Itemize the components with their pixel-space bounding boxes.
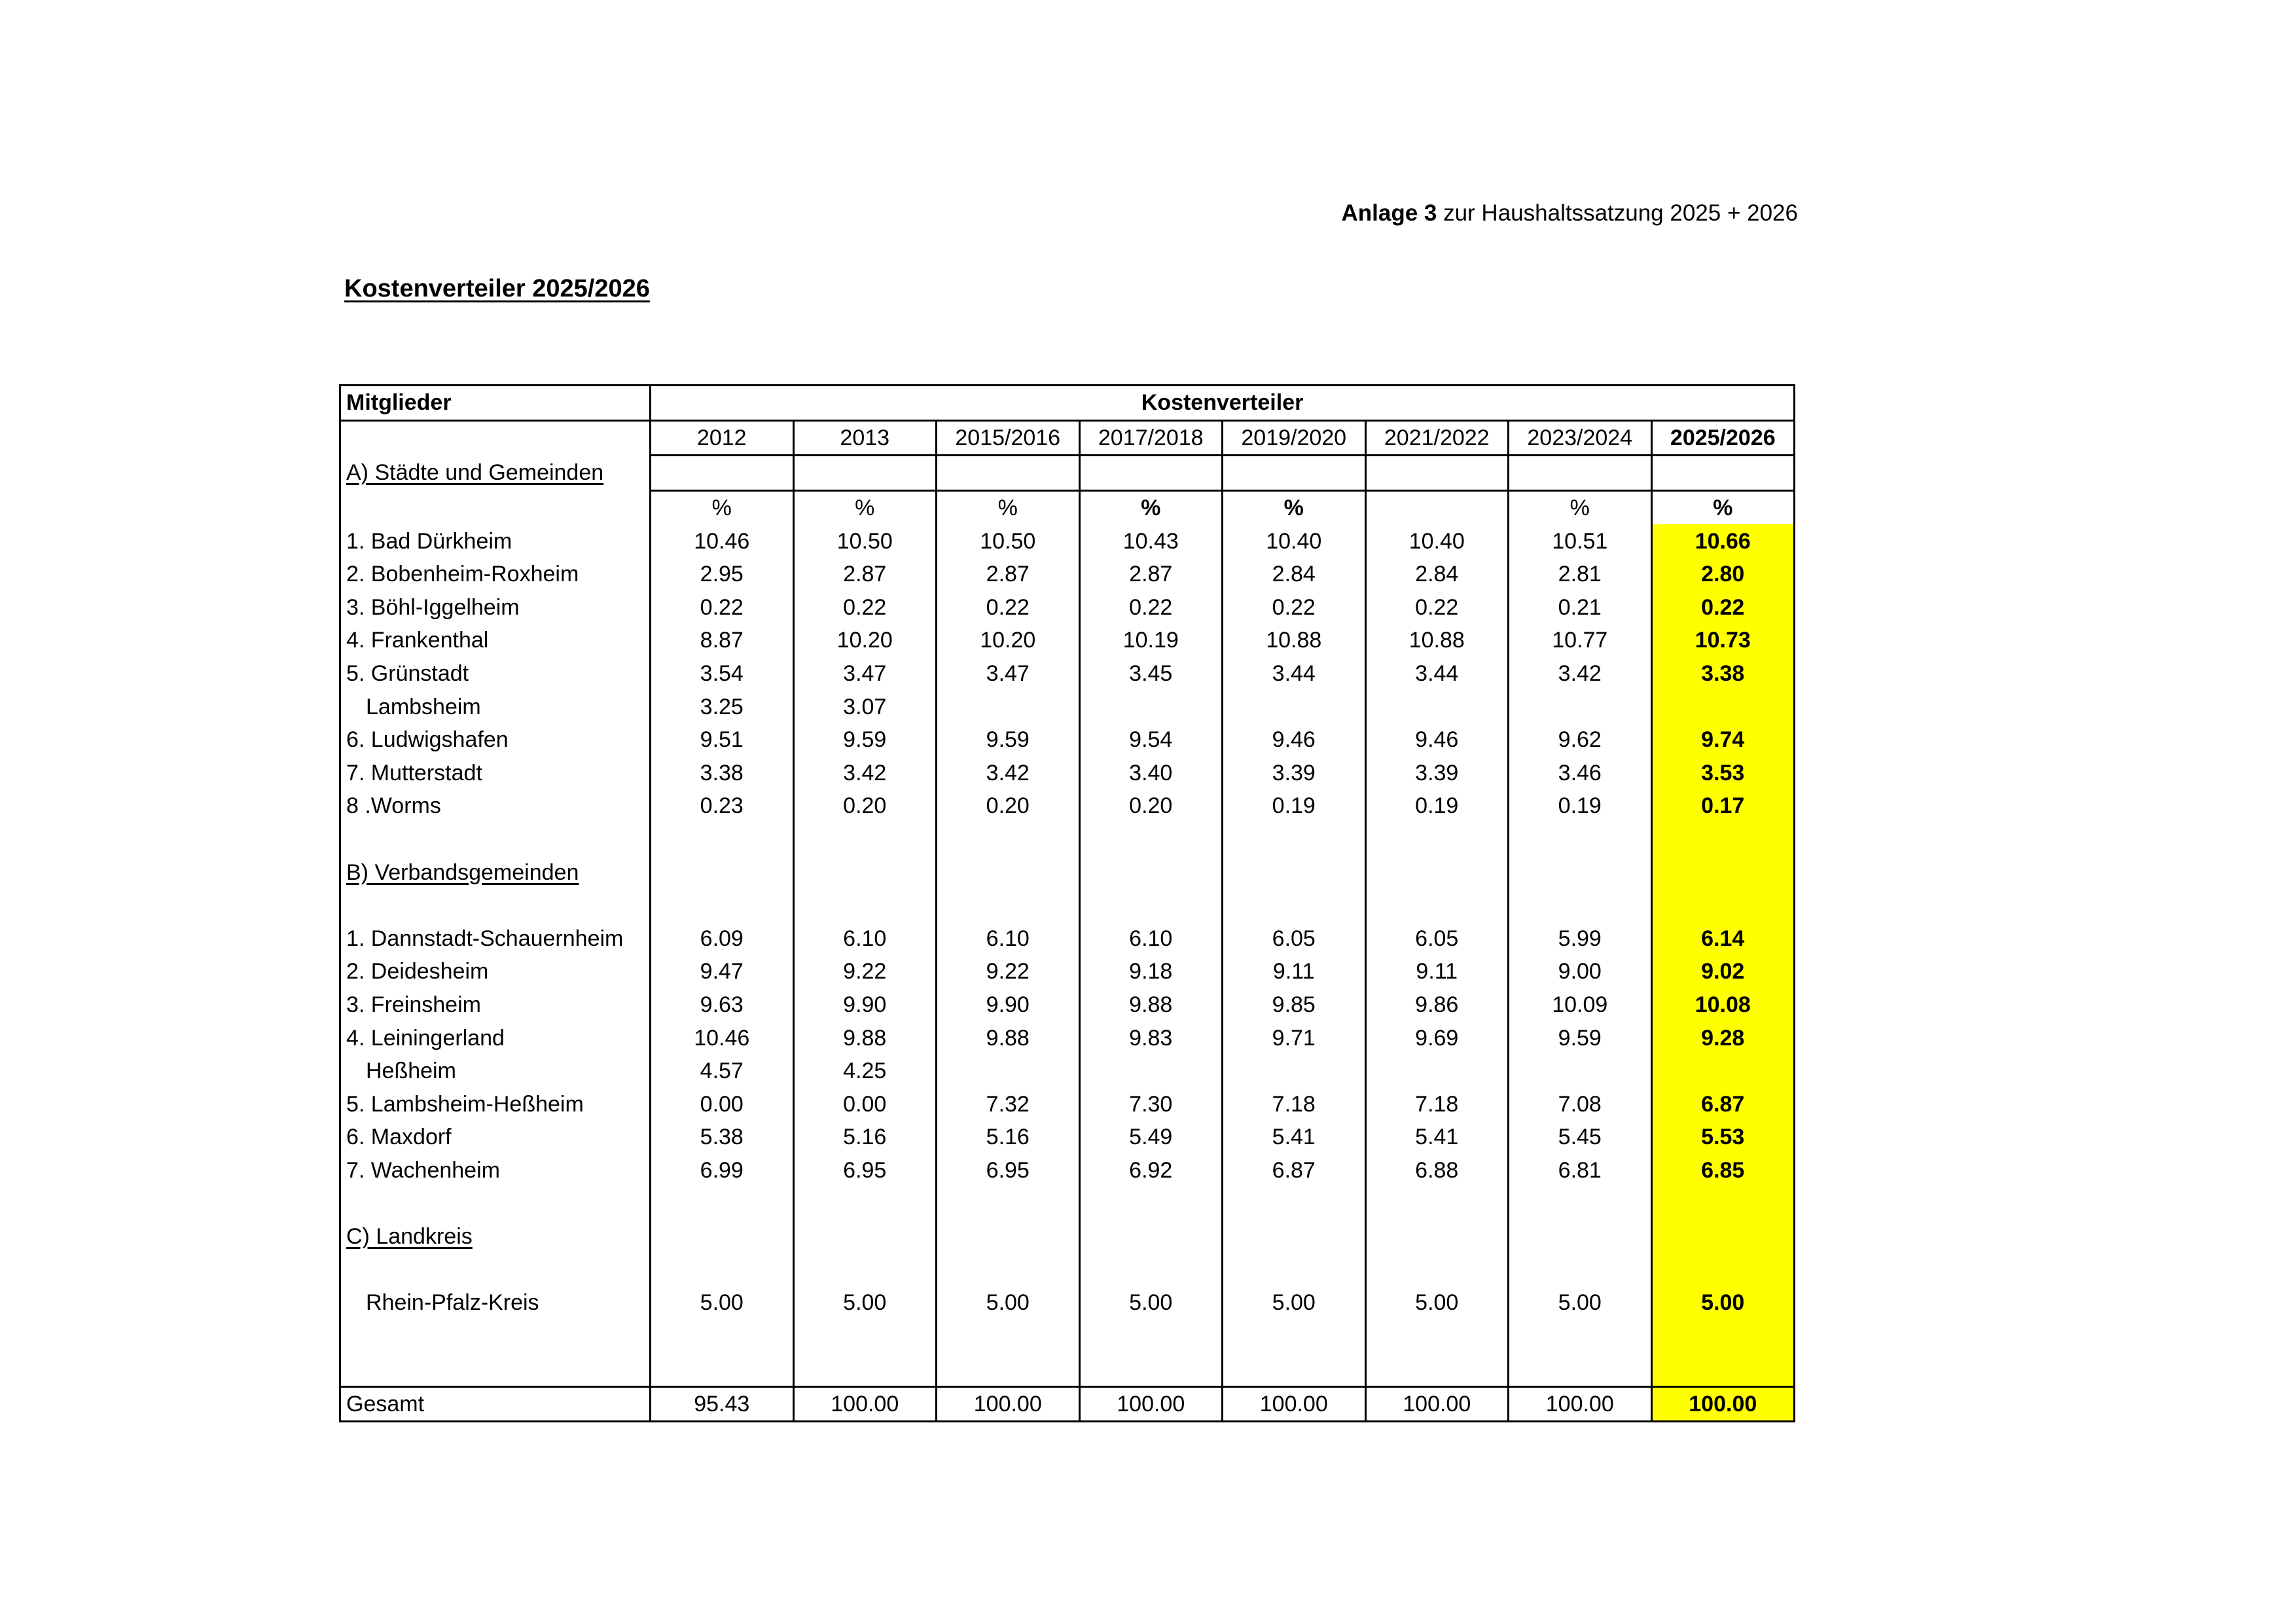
value-cell: 2.95 [651,558,794,591]
value-cell-current: 9.02 [1651,955,1795,988]
member-name: Lambsheim [340,690,651,723]
total-cell-current: 100.00 [1651,1386,1795,1422]
value-cell [937,690,1080,723]
value-cell: 0.20 [937,789,1080,823]
value-cell: 9.11 [1223,955,1366,988]
section-row [340,856,1795,889]
value-cell: 0.19 [1365,789,1509,823]
section-label: B) Verbandsgemeinden [346,859,579,885]
value-cell: 9.22 [937,955,1080,988]
annex-note-bold: Anlage 3 [1341,200,1437,226]
value-cell: 5.00 [1509,1286,1652,1320]
value-cell-current: 0.17 [1651,789,1795,823]
value-cell: 0.22 [1365,591,1509,624]
table-row [340,591,1795,624]
total-cell: 100.00 [937,1386,1080,1422]
value-cell: 9.88 [1079,988,1223,1022]
value-cell [1223,690,1366,723]
member-name: 7. Wachenheim [340,1154,651,1187]
value-cell: 10.46 [651,524,794,558]
value-cell: 10.51 [1509,524,1652,558]
value-cell: 0.23 [651,789,794,823]
value-cell: 0.20 [1079,789,1223,823]
value-cell: 3.54 [651,657,794,691]
value-cell: 6.87 [1223,1154,1366,1187]
value-cell: 9.71 [1223,1021,1366,1055]
value-cell: 0.19 [1223,789,1366,823]
member-name: Heßheim [340,1055,651,1088]
annex-note [1341,200,1798,226]
year-header: 2017/2018 [1079,420,1223,456]
value-cell: 7.18 [1365,1087,1509,1121]
value-cell: 6.10 [937,922,1080,956]
value-cell: 10.88 [1365,624,1509,657]
value-cell: 3.46 [1509,757,1652,790]
value-cell: 6.10 [793,922,937,956]
unit-cell: % [937,490,1080,524]
total-cell: 100.00 [1509,1386,1652,1422]
value-cell: 0.21 [1509,591,1652,624]
value-cell: 5.16 [793,1121,937,1154]
section-row [340,1220,1795,1254]
value-cell [1509,690,1652,723]
value-cell: 2.87 [937,558,1080,591]
section-a-body [340,524,1795,822]
table-row [340,1021,1795,1055]
value-cell: 10.88 [1223,624,1366,657]
value-cell: 7.18 [1223,1087,1366,1121]
unit-cell: % [1651,490,1795,524]
value-cell: 5.38 [651,1121,794,1154]
value-cell: 3.40 [1079,757,1223,790]
value-cell: 10.50 [793,524,937,558]
section-row [340,456,1795,491]
value-cell-current: 9.74 [1651,723,1795,757]
member-name: 1. Dannstadt-Schauernheim [340,922,651,956]
section-label: C) Landkreis [346,1224,473,1250]
member-name: 3. Böhl-Iggelheim [340,591,651,624]
year-header: 2023/2024 [1509,420,1652,456]
value-cell: 2.81 [1509,558,1652,591]
table-row [340,524,1795,558]
value-cell: 9.62 [1509,723,1652,757]
total-cell: 95.43 [651,1386,794,1422]
value-cell-current: 9.28 [1651,1021,1795,1055]
table-row [340,1087,1795,1121]
value-cell: 5.49 [1079,1121,1223,1154]
value-cell: 9.63 [651,988,794,1022]
value-cell: 9.46 [1365,723,1509,757]
member-name: 6. Ludwigshafen [340,723,651,757]
value-cell-current: 3.38 [1651,657,1795,691]
table-row [340,988,1795,1022]
value-cell: 3.39 [1223,757,1366,790]
table-row [340,690,1795,723]
value-cell: 4.57 [651,1055,794,1088]
value-cell [1365,1055,1509,1088]
value-cell-current [1651,1055,1795,1088]
cost-distribution-table [339,384,1795,1422]
value-cell: 0.22 [1223,591,1366,624]
table-row [340,1121,1795,1154]
value-cell: 5.16 [937,1121,1080,1154]
value-cell: 3.47 [793,657,937,691]
unit-cell [1365,490,1509,524]
value-cell-current: 5.00 [1651,1286,1795,1320]
member-name: 2. Bobenheim-Roxheim [340,558,651,591]
section-c-body [340,1286,1795,1320]
value-cell: 5.00 [1365,1286,1509,1320]
value-cell-current: 3.53 [1651,757,1795,790]
value-cell-current: 10.73 [1651,624,1795,657]
value-cell: 9.51 [651,723,794,757]
year-header: 2019/2020 [1223,420,1366,456]
value-cell: 9.46 [1223,723,1366,757]
value-cell: 6.88 [1365,1154,1509,1187]
value-cell: 0.22 [1079,591,1223,624]
unit-cell: % [1509,490,1652,524]
value-cell: 4.25 [793,1055,937,1088]
value-cell: 5.41 [1223,1121,1366,1154]
table-row [340,657,1795,691]
value-cell: 10.19 [1079,624,1223,657]
group-header: Kostenverteiler [651,386,1795,421]
table-row [340,955,1795,988]
value-cell: 9.59 [937,723,1080,757]
value-cell: 6.05 [1223,922,1366,956]
section-b-heading [340,823,1795,922]
value-cell: 2.87 [1079,558,1223,591]
value-cell: 9.69 [1365,1021,1509,1055]
annex-note-text: zur Haushaltssatzung 2025 + 2026 [1437,200,1798,226]
member-name: 6. Maxdorf [340,1121,651,1154]
value-cell [1223,1055,1366,1088]
member-name: 4. Leiningerland [340,1021,651,1055]
value-cell: 10.40 [1365,524,1509,558]
value-cell-current: 6.14 [1651,922,1795,956]
table-row [340,789,1795,823]
table-row [340,624,1795,657]
value-cell: 3.47 [937,657,1080,691]
unit-cell: % [793,490,937,524]
member-name: 2. Deidesheim [340,955,651,988]
table-row [340,757,1795,790]
value-cell: 5.00 [651,1286,794,1320]
value-cell-current [1651,690,1795,723]
value-cell-current: 5.53 [1651,1121,1795,1154]
value-cell: 9.59 [1509,1021,1652,1055]
value-cell: 6.09 [651,922,794,956]
years-row [340,420,1795,456]
value-cell: 3.44 [1365,657,1509,691]
value-cell: 0.20 [793,789,937,823]
value-cell: 9.86 [1365,988,1509,1022]
total-cell: 100.00 [1223,1386,1366,1422]
value-cell [1079,690,1223,723]
value-cell: 7.30 [1079,1087,1223,1121]
value-cell: 10.46 [651,1021,794,1055]
section-label: A) Städte und Gemeinden [346,460,604,486]
value-cell: 6.92 [1079,1154,1223,1187]
value-cell: 9.83 [1079,1021,1223,1055]
member-name: 8 .Worms [340,789,651,823]
value-cell: 9.90 [937,988,1080,1022]
member-name: 5. Grünstadt [340,657,651,691]
value-cell: 10.50 [937,524,1080,558]
value-cell [1365,690,1509,723]
value-cell: 6.10 [1079,922,1223,956]
value-cell-current: 10.66 [1651,524,1795,558]
total-cell: 100.00 [1079,1386,1223,1422]
value-cell: 6.95 [937,1154,1080,1187]
units-row [340,490,1795,524]
value-cell [1509,1055,1652,1088]
value-cell: 9.88 [793,1021,937,1055]
section-b-body [340,922,1795,1187]
value-cell: 3.07 [793,690,937,723]
table-row [340,558,1795,591]
unit-cell: % [1223,490,1366,524]
table-row [340,1055,1795,1088]
value-cell-current: 6.85 [1651,1154,1795,1187]
value-cell: 10.43 [1079,524,1223,558]
value-cell: 6.81 [1509,1154,1652,1187]
value-cell [937,1055,1080,1088]
value-cell: 6.05 [1365,922,1509,956]
value-cell: 9.54 [1079,723,1223,757]
table-row [340,1154,1795,1187]
value-cell: 5.00 [1079,1286,1223,1320]
value-cell: 9.85 [1223,988,1366,1022]
value-cell: 7.08 [1509,1087,1652,1121]
value-cell: 10.77 [1509,624,1652,657]
header-row [340,386,1795,421]
member-name: Rhein-Pfalz-Kreis [340,1286,651,1320]
value-cell: 3.38 [651,757,794,790]
value-cell: 9.90 [793,988,937,1022]
value-cell: 0.22 [793,591,937,624]
unit-cell: % [651,490,794,524]
value-cell: 3.39 [1365,757,1509,790]
value-cell: 0.22 [937,591,1080,624]
value-cell: 5.00 [937,1286,1080,1320]
section-c-heading [340,1187,1795,1286]
value-cell: 5.00 [1223,1286,1366,1320]
value-cell-current: 2.80 [1651,558,1795,591]
year-header-current: 2025/2026 [1651,420,1795,456]
value-cell: 9.88 [937,1021,1080,1055]
value-cell: 3.42 [937,757,1080,790]
unit-cell: % [1079,490,1223,524]
total-cell: 100.00 [1365,1386,1509,1422]
value-cell: 2.87 [793,558,937,591]
value-cell: 9.47 [651,955,794,988]
value-cell: 3.45 [1079,657,1223,691]
value-cell: 3.42 [793,757,937,790]
value-cell: 5.00 [793,1286,937,1320]
value-cell: 5.99 [1509,922,1652,956]
value-cell: 9.00 [1509,955,1652,988]
member-name: 4. Frankenthal [340,624,651,657]
value-cell-current: 0.22 [1651,591,1795,624]
year-header: 2012 [651,420,794,456]
value-cell: 10.20 [793,624,937,657]
members-header: Mitglieder [340,386,651,421]
value-cell: 10.40 [1223,524,1366,558]
member-name: 5. Lambsheim-Heßheim [340,1087,651,1121]
value-cell: 6.99 [651,1154,794,1187]
table-row [340,1286,1795,1320]
value-cell: 5.45 [1509,1121,1652,1154]
total-cell: 100.00 [793,1386,937,1422]
value-cell: 2.84 [1365,558,1509,591]
value-cell: 3.25 [651,690,794,723]
value-cell: 0.19 [1509,789,1652,823]
value-cell: 0.22 [651,591,794,624]
value-cell: 9.18 [1079,955,1223,988]
value-cell: 3.42 [1509,657,1652,691]
value-cell: 9.22 [793,955,937,988]
value-cell: 0.00 [651,1087,794,1121]
value-cell: 3.44 [1223,657,1366,691]
year-header: 2021/2022 [1365,420,1509,456]
value-cell-current: 6.87 [1651,1087,1795,1121]
value-cell-current: 10.08 [1651,988,1795,1022]
member-name: 1. Bad Dürkheim [340,524,651,558]
value-cell: 6.95 [793,1154,937,1187]
value-cell: 10.20 [937,624,1080,657]
table-row [340,922,1795,956]
member-name: 3. Freinsheim [340,988,651,1022]
member-name: 7. Mutterstadt [340,757,651,790]
value-cell: 8.87 [651,624,794,657]
value-cell: 10.09 [1509,988,1652,1022]
document-title: Kostenverteiler 2025/2026 [344,275,650,302]
value-cell: 9.59 [793,723,937,757]
year-header: 2013 [793,420,937,456]
value-cell: 0.00 [793,1087,937,1121]
value-cell [1079,1055,1223,1088]
value-cell: 5.41 [1365,1121,1509,1154]
table-row [340,723,1795,757]
value-cell: 7.32 [937,1087,1080,1121]
total-label: Gesamt [340,1386,651,1422]
value-cell: 9.11 [1365,955,1509,988]
year-header: 2015/2016 [937,420,1080,456]
value-cell: 2.84 [1223,558,1366,591]
total-row [340,1386,1795,1422]
